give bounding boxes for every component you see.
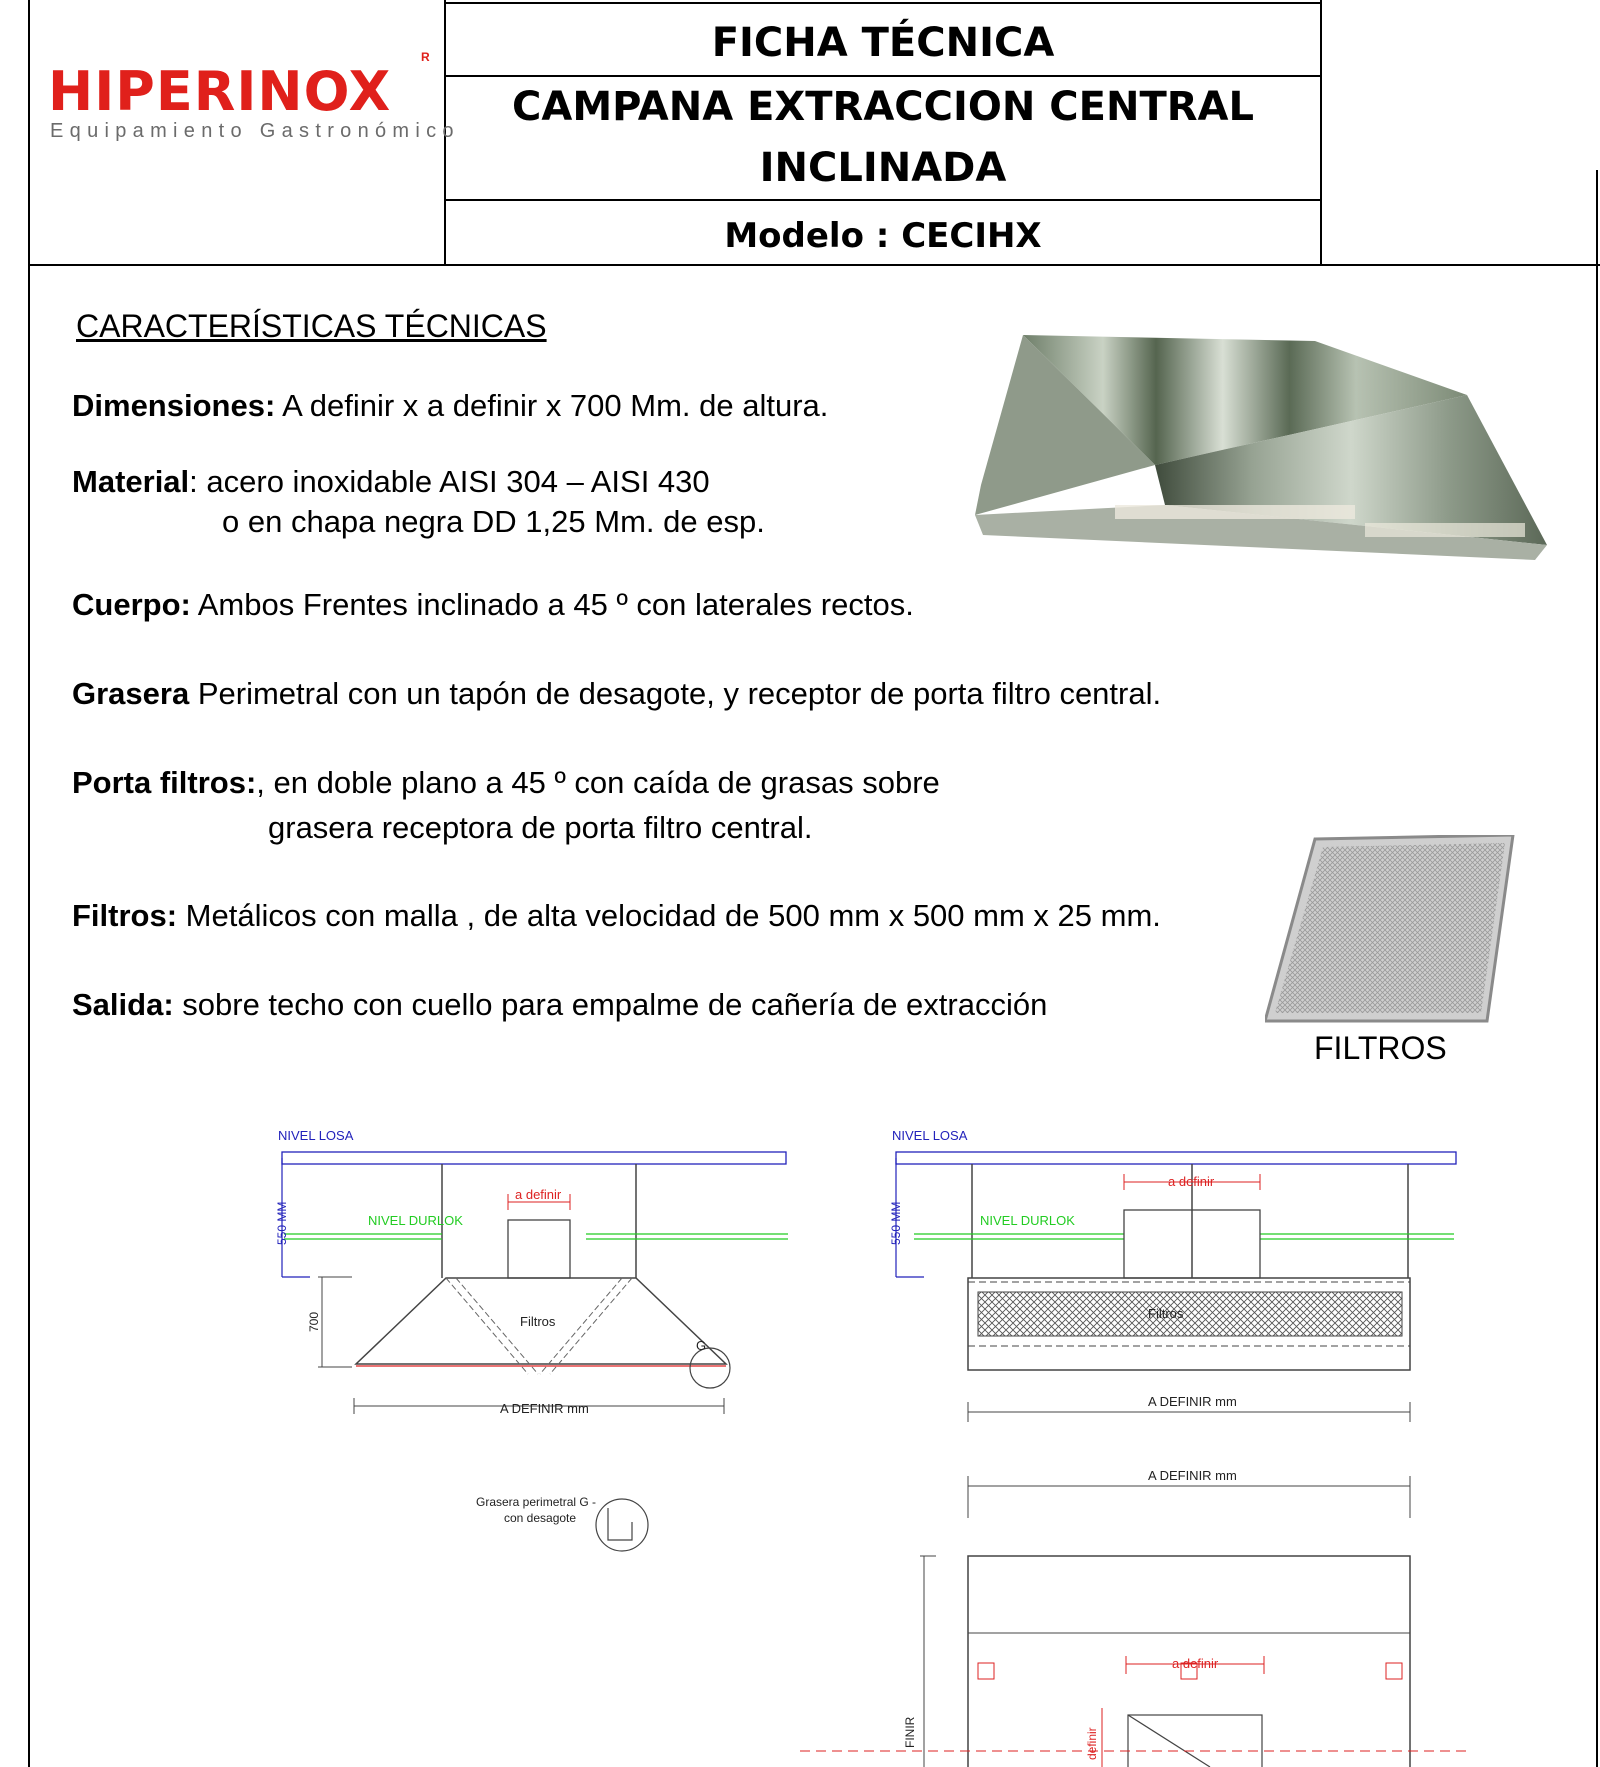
product-name-line1: CAMPANA EXTRACCION CENTRAL [512, 84, 1254, 130]
spec-value: Metálicos con malla , de alta velocidad de 500 mm x 500 mm x 25 mm. [177, 898, 1161, 933]
model-label: Modelo : CECIHX [724, 216, 1042, 256]
product-name-line2: INCLINADA [759, 145, 1007, 191]
spec-dimensiones [72, 386, 828, 426]
width-label: A DEFINIR mm [1148, 1394, 1237, 1409]
filter-hatch [978, 1292, 1402, 1336]
spec-grasera [72, 674, 1161, 714]
section-title: CARACTERÍSTICAS TÉCNICAS [76, 308, 547, 344]
plan-drawing [780, 1440, 1480, 1767]
spec-porta-filtros [72, 763, 940, 803]
spec-cuerpo [72, 585, 914, 625]
slab-line [282, 1152, 786, 1164]
spec-label: Porta filtros: [72, 765, 257, 800]
spec-filtros [72, 896, 1161, 936]
filter-photo [1265, 835, 1515, 1025]
a-definir-label: a definir [1168, 1174, 1215, 1189]
brand-logo [48, 50, 460, 162]
hood-photo [975, 335, 1550, 575]
spec-label: Material [72, 464, 190, 499]
spec-label: Cuerpo: [72, 587, 191, 622]
spec-salida [72, 985, 1047, 1025]
front-drawing [880, 1120, 1460, 1440]
section-drawing [270, 1120, 790, 1560]
filtros-label: Filtros [520, 1314, 556, 1329]
plan-definir-label: definir [1085, 1727, 1099, 1760]
spec-value: Ambos Frentes inclinado a 45 º con laterales rectos. [190, 587, 914, 622]
nivel-losa-label: NIVEL LOSA [278, 1128, 354, 1143]
sheet-title: FICHA TÉCNICA [711, 20, 1055, 66]
finir-label: FINIR [903, 1716, 917, 1748]
nivel-losa-label: NIVEL LOSA [892, 1128, 968, 1143]
grasera-detail-line1: Grasera perimetral G - [476, 1495, 597, 1509]
registered-mark: R [421, 50, 430, 64]
spec-label: Salida: [72, 987, 174, 1022]
nivel-durlok-label: NIVEL DURLOK [368, 1213, 463, 1228]
g-label: G [696, 1338, 707, 1353]
a-definir-label: a definir [515, 1187, 562, 1202]
spec-label: Grasera [72, 676, 190, 711]
dim-700-label: 700 [307, 1311, 321, 1332]
spec-value: : acero inoxidable AISI 304 – AISI 430 [189, 464, 710, 499]
spec-material [72, 462, 710, 502]
brand-name: HIPERINOX [48, 60, 392, 123]
filter-photo-caption: FILTROS [1314, 1030, 1447, 1066]
filtros-label: Filtros [1148, 1306, 1184, 1321]
grasera-detail-line2: con desagote [504, 1511, 577, 1525]
width-label: A DEFINIR mm [500, 1401, 589, 1416]
brand-tagline: Equipamiento Gastronómico [50, 120, 460, 142]
spec-label: Dimensiones: [72, 388, 276, 423]
spec-material-cont: o en chapa negra DD 1,25 Mm. de esp. [222, 504, 765, 539]
spec-value: , en doble plano a 45 º con caída de grasas sobre [256, 765, 940, 800]
spec-porta-filtros-cont: grasera receptora de porta filtro central. [268, 810, 813, 845]
nivel-durlok-label: NIVEL DURLOK [980, 1213, 1075, 1228]
dim-550-label: 550 MM [275, 1201, 289, 1245]
spec-value: sobre techo con cuello para empalme de cañería de extracción [173, 987, 1048, 1022]
spec-value: A definir x a definir x 700 Mm. de altura. [275, 388, 829, 423]
grasera-detail-circle [690, 1348, 730, 1388]
spec-value: Perimetral con un tapón de desagote, y receptor de porta filtro central. [189, 676, 1162, 711]
exhaust-collar [508, 1220, 570, 1278]
plan-a-definir-label: a definir [1172, 1656, 1219, 1671]
spec-label: Filtros: [72, 898, 178, 933]
plan-width-label: A DEFINIR mm [1148, 1468, 1237, 1483]
dim-550-label: 550 MM [889, 1201, 903, 1245]
